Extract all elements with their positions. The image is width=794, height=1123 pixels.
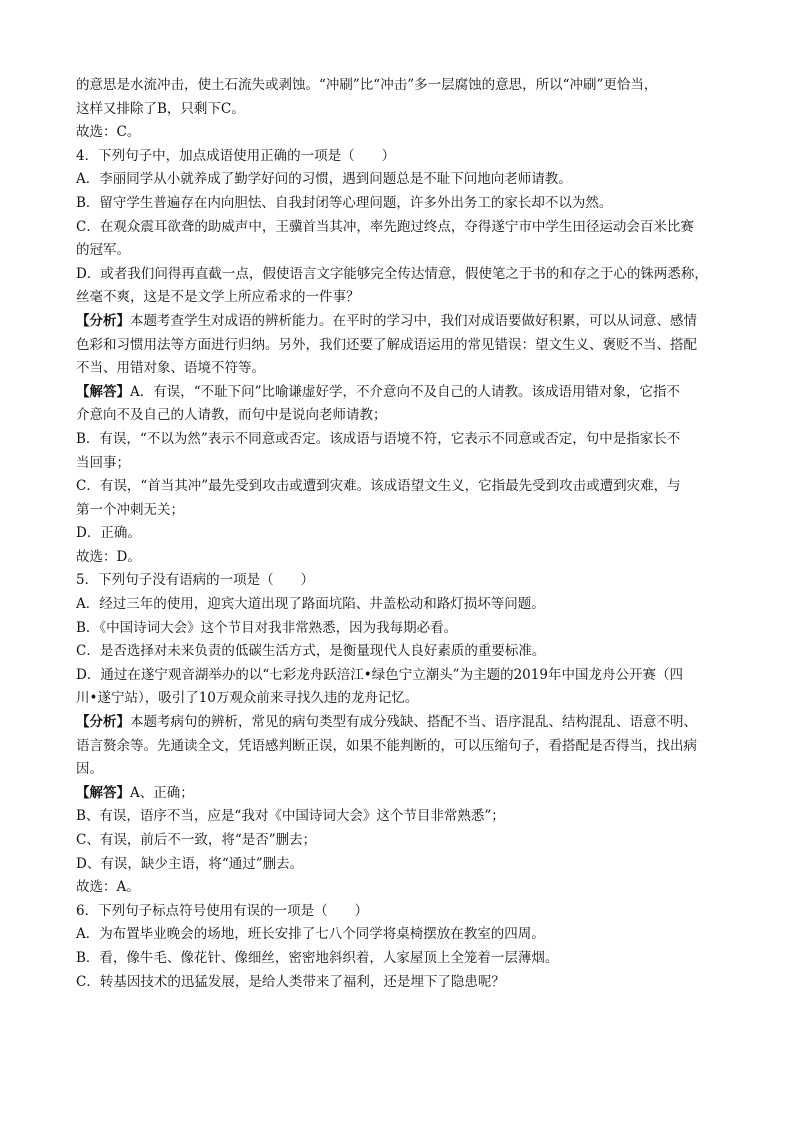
text-line: C．有误，“首当其冲”最先受到攻击或遭到灾难。该成语望文生义，它指最先受到攻击或遭到灾难，与 — [76, 478, 681, 495]
text-line: D、有误，缺少主语，将“通过”删去。 — [76, 855, 304, 872]
analysis-text: 本题考病句的辨析，常见的病句类型有成分残缺、搭配不当、语序混乱、结构混乱、语意不明、 — [130, 714, 697, 731]
answer-heading-line — [76, 381, 728, 405]
text-line: 色彩和习惯用法等方面进行归纳。另外，我们还要了解成语运用的常见错误：望文生义、褒贬不当、搭配 — [76, 336, 697, 353]
question-6-option-a: A．为布置毕业晚会的场地，班长安排了七八个同学将桌椅摆放在教室的四周。 — [76, 926, 545, 943]
answer-heading-line — [76, 782, 728, 806]
text-line: 的意思是水流冲击，使土石流失或剥蚀。“冲刷”比“冲击”多一层腐蚀的意思，所以“冲刷”更恰当， — [76, 77, 658, 93]
question-4-option-b: B．留守学生普遍存在内向胆怯、自我封闭等心理问题，许多外出务工的家长却不以为然。 — [76, 194, 613, 211]
text-line: 的冠军。 — [76, 242, 130, 259]
answer-text: A．有误，“不耻下问”比喻谦虚好学，不介意向不及自己的人请教。该成语用错对象，它指不 — [130, 383, 681, 400]
text-line: 丝毫不爽，这是不是文学上所应希求的一件事？ — [76, 289, 360, 306]
text-line: D．正确。 — [76, 525, 141, 542]
text-line: 当回事； — [76, 454, 130, 471]
text-line: 第一个冲刺无关； — [76, 501, 184, 518]
answer-tag: 【解答】 — [76, 383, 130, 400]
text-line: 语言赘余等。先通读全文，凭语感判断正误，如果不能判断的，可以压缩句子，看搭配是否得当，找出病 — [76, 737, 697, 754]
text-line: B、有误，语序不当，应是“我对《中国诗词大会》这个节目非常熟悉”； — [76, 808, 505, 825]
question-5-option-d: D．通过在遂宁观音湖举办的以“七彩龙舟跃涪江•绿色宁立潮头”为主题的2019年中国龙舟公开赛（四 — [76, 666, 683, 683]
question-6-option-b: B．看，像牛毛、像花针、像细丝，密密地斜织着，人家屋顶上全笼着一层薄烟。 — [76, 949, 559, 966]
question-4-option-d: D．或者我们问得再直截一点，假使语言文字能够完全传达情意，假使笔之于书的和存之于心的铢两悉称， — [76, 265, 708, 282]
question-6-stem: 6．下列句子标点符号使用有误的一项是（ ） — [76, 902, 369, 919]
question-5-option-a: A．经过三年的使用，迎宾大道出现了路面坑陷、井盖松动和路灯损坏等问题。 — [76, 596, 545, 613]
answer-tag: 【解答】 — [76, 784, 130, 801]
text-line: 因。 — [76, 761, 103, 778]
question-5-stem: 5．下列句子没有语病的一项是（ ） — [76, 572, 315, 589]
analysis-heading-line — [76, 310, 728, 334]
text-line: 不当、用错对象、语境不符等。 — [76, 360, 265, 377]
question-5-option-c: C．是否选择对未来负责的低碳生活方式，是衡量现代人良好素质的重要标准。 — [76, 643, 546, 660]
question-4-stem: 4．下列句子中，加点成语使用正确的一项是（ ） — [76, 147, 396, 164]
analysis-tag: 【分析】 — [76, 312, 130, 329]
text-line: B．有误，“不以为然”表示不同意或否定。该成语与语境不符，它表示不同意或否定，句中是指家长不 — [76, 430, 681, 447]
text-line: 川•遂宁站），吸引了10万观众前来寻找久违的龙舟记忆。 — [76, 690, 419, 707]
question-5-option-b: B．《中国诗词大会》这个节目对我非常熟悉，因为我每期必看。 — [76, 619, 458, 636]
document-page — [76, 74, 728, 994]
question-4-option-a: A．李丽同学从小就养成了勤学好问的习惯，遇到问题总是不耻下问地向老师请教。 — [76, 171, 572, 188]
text-line: 这样又排除了B，只剩下C。 — [76, 100, 245, 117]
text-line: 故选：A。 — [76, 879, 140, 896]
text-line: 故选：D。 — [76, 548, 141, 565]
text-line: C、有误，前后不一致，将“是否”删去； — [76, 832, 317, 848]
analysis-heading-line — [76, 711, 728, 735]
text-line: 介意向不及自己的人请教，而句中是说向老师请教； — [76, 407, 387, 424]
analysis-text: 本题考查学生对成语的辨析能力。在平时的学习中，我们对成语要做好积累，可以从词意、感情 — [130, 312, 697, 329]
text-line: 故选：C。 — [76, 124, 141, 141]
question-4-option-c: C．在观众震耳欲聋的助威声中，王骥首当其冲，率先跑过终点，夺得遂宁市中学生田径运动会百米比赛 — [76, 218, 694, 235]
analysis-tag: 【分析】 — [76, 714, 130, 731]
answer-text: A、正确； — [130, 784, 194, 801]
question-6-option-c: C．转基因技术的迅猛发展，是给人类带来了福利，还是埋下了隐患呢？ — [76, 973, 505, 990]
